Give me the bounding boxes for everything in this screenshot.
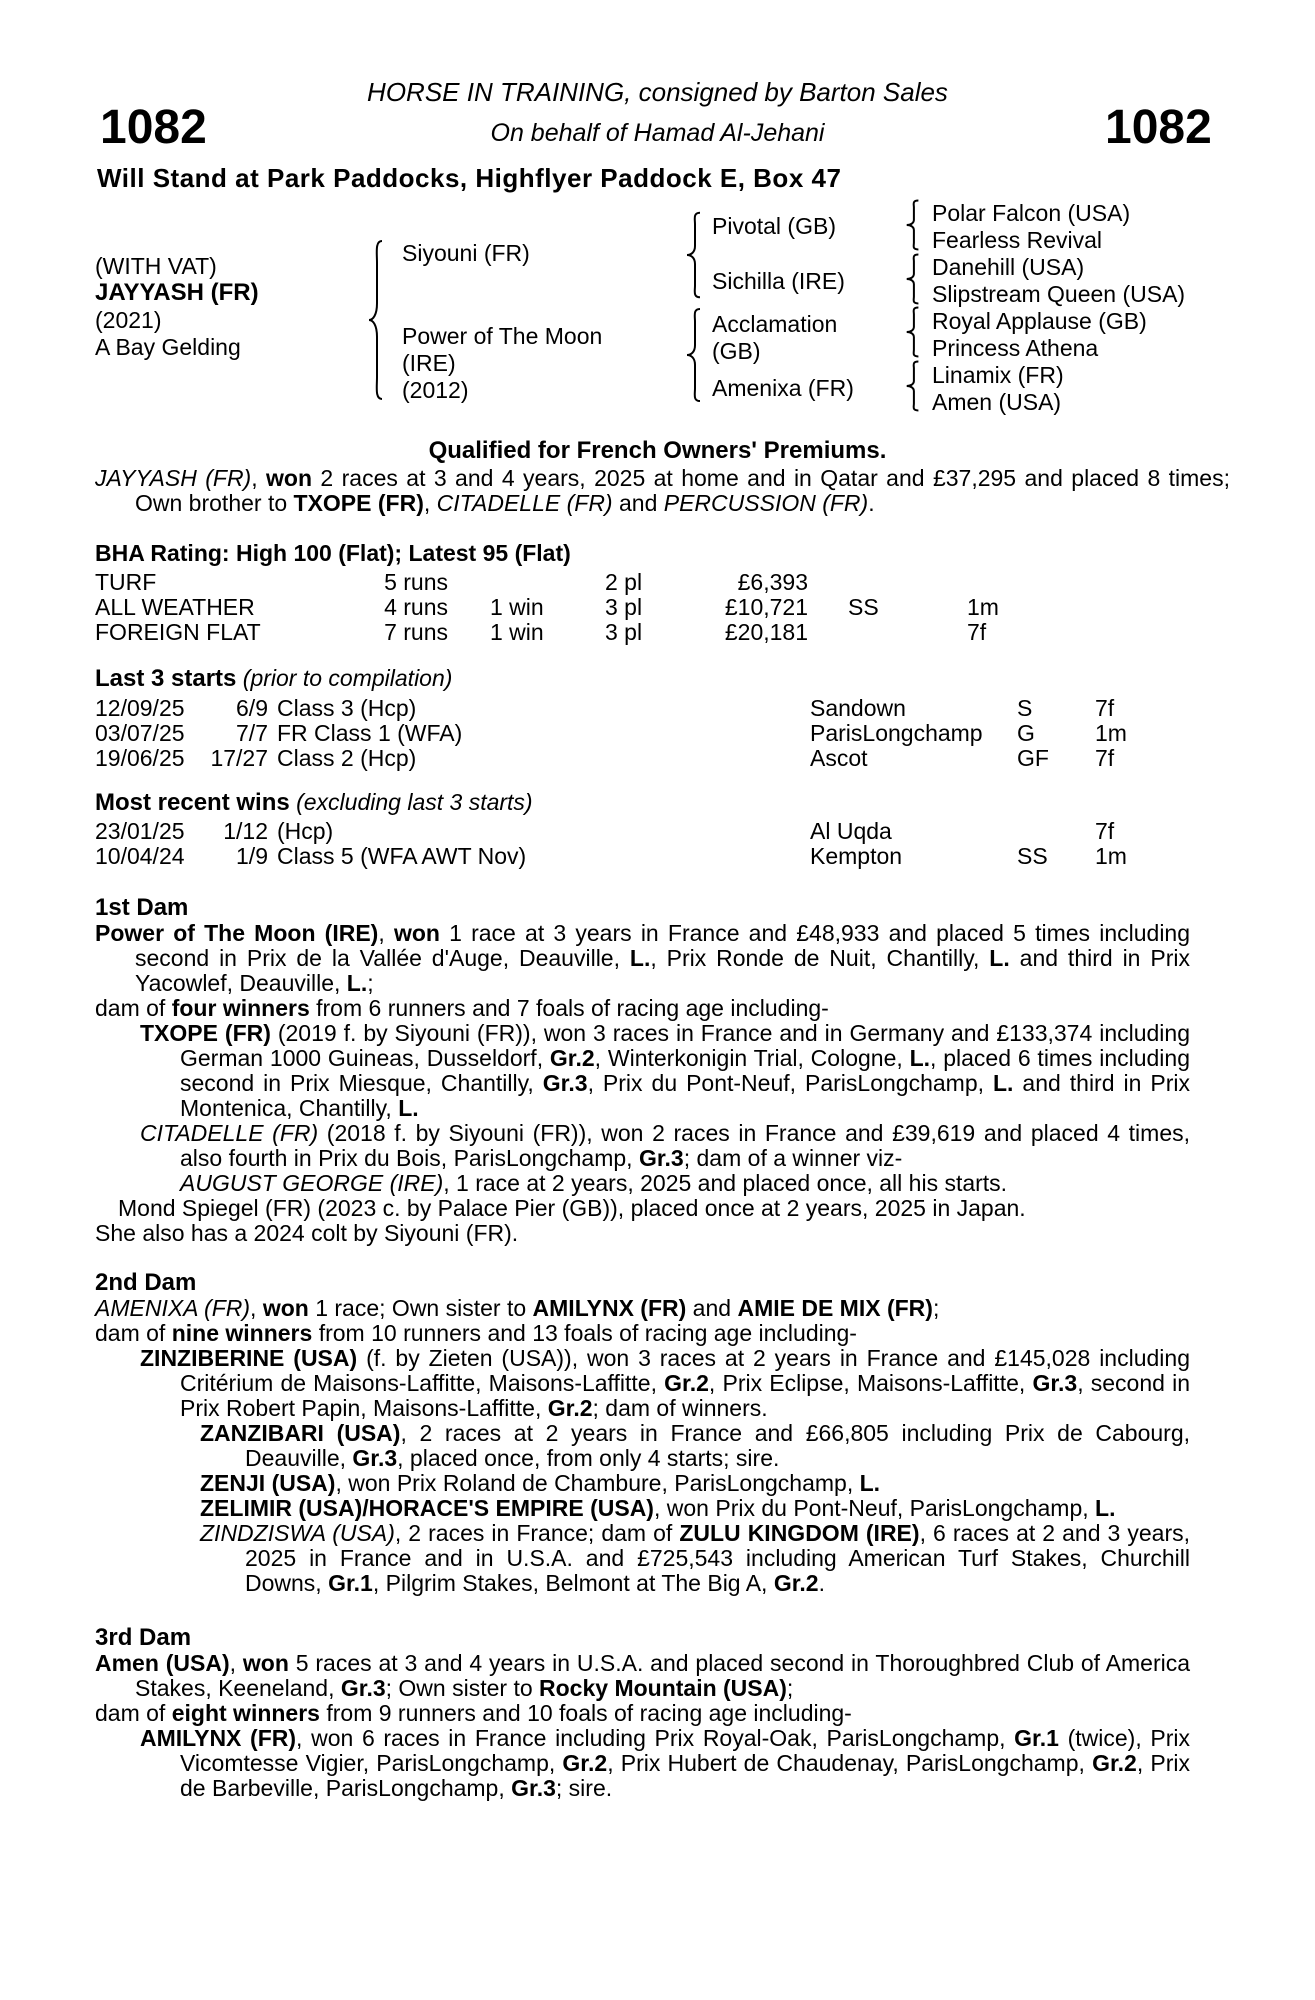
distance-value: 7f	[967, 619, 987, 645]
race-venue: ParisLongchamp	[810, 720, 983, 746]
offspring-entry: CITADELLE (FR) (2018 f. by Siyouni (FR)), won 2 races in France and £39,619 and placed 4 times, also fourth in Prix du Bois, ParisLongchamp, Gr.3; dam of a winner viz-	[140, 1120, 1191, 1171]
table-row	[95, 696, 1190, 721]
pedigree-brace	[904, 253, 922, 305]
third-dam-section	[95, 1651, 1190, 1801]
ancestor-name: Danehill (USA)	[932, 254, 1085, 280]
finish-position: 17/27	[210, 745, 268, 771]
stabling-line: Will Stand at Park Paddocks, Highflyer Paddock E, Box 47	[97, 163, 842, 193]
dam-record: AMENIXA (FR), won 1 race; Own sister to AMILYNX (FR) and AMIE DE MIX (FR);	[95, 1295, 940, 1321]
first-dam-heading: 1st Dam	[95, 894, 189, 921]
runs-value: 5 runs	[384, 569, 448, 595]
dam-suffix: (IRE)	[402, 350, 456, 376]
finish-position: 1/9	[236, 843, 268, 869]
places-value: 3 pl	[605, 594, 643, 620]
runs-value: 4 runs	[384, 594, 448, 620]
surface-label: FOREIGN FLAT	[95, 619, 261, 645]
table-row	[95, 595, 1190, 620]
pedigree-brace	[904, 360, 922, 412]
table-row	[95, 746, 1190, 771]
table-row	[95, 721, 1190, 746]
distance-value: 1m	[1095, 843, 1127, 869]
third-dam-heading: 3rd Dam	[95, 1624, 192, 1651]
finish-position: 6/9	[236, 695, 268, 721]
first-dam-section	[95, 921, 1190, 1246]
bha-rating-title: BHA Rating: High 100 (Flat); Latest 95 (Flat)	[95, 540, 571, 566]
race-class: Class 3 (Hcp)	[277, 695, 417, 721]
runs-value: 7 runs	[384, 619, 448, 645]
surface-label: ALL WEATHER	[95, 594, 255, 620]
offspring-entry: Mond Spiegel (FR) (2023 c. by Palace Pier (GB)), placed once at 2 years, 2025 in Japan.	[118, 1195, 1026, 1221]
sale-title: HORSE IN TRAINING, consigned by Barton Sales	[367, 77, 948, 107]
damsire-suffix: (GB)	[712, 338, 761, 364]
pedigree-brace	[366, 236, 386, 404]
premiums-line: Qualified for French Owners' Premiums.	[428, 437, 887, 464]
offspring-entry: ZANZIBARI (USA), 2 races at 2 years in France and £66,805 including Prix de Cabourg, Deauville, Gr.3, placed once, from only 4 starts; sire.	[200, 1420, 1190, 1471]
consignor-line: On behalf of Hamad Al-Jehani	[490, 119, 825, 147]
pedigree-brace	[904, 199, 922, 251]
distance-value: 1m	[1095, 720, 1127, 746]
produce-summary: dam of four winners from 6 runners and 7 foals of racing age including-	[95, 995, 829, 1021]
finish-position: 7/7	[236, 720, 268, 746]
second-dam-name: Amenixa (FR)	[712, 375, 854, 401]
race-venue: Al Uqda	[810, 818, 892, 844]
table-row	[95, 844, 1190, 869]
pedigree-brace	[684, 306, 704, 404]
produce-note: She also has a 2024 colt by Siyouni (FR).	[95, 1220, 519, 1246]
places-value: 3 pl	[605, 619, 643, 645]
ancestor-name: Linamix (FR)	[932, 362, 1064, 388]
earnings-value: £6,393	[737, 569, 808, 595]
table-row	[95, 819, 1190, 844]
last-starts-heading: Last 3 starts (prior to compilation)	[95, 665, 453, 692]
offspring-entry: ZELIMIR (USA)/HORACE'S EMPIRE (USA), won Prix du Pont-Neuf, ParisLongchamp, L.	[200, 1495, 1116, 1521]
race-class: Class 5 (WFA AWT Nov)	[277, 843, 527, 869]
sire-name: Siyouni (FR)	[402, 240, 530, 266]
places-value: 2 pl	[605, 569, 643, 595]
dam-record: Power of The Moon (IRE), won 1 race at 3 years in France and £48,933 and placed 5 times including second in Prix de la Vallée d'Auge, Deauville, L., Prix Ronde de Nuit, Chantilly, L. and third in Prix Yacowlef, Deauville, L.;	[95, 920, 1191, 996]
going-value: SS	[1017, 843, 1048, 869]
second-dam-heading: 2nd Dam	[95, 1269, 197, 1296]
dam-name: Power of The Moon	[402, 323, 603, 349]
horse-description: A Bay Gelding	[95, 334, 241, 360]
race-venue: Sandown	[810, 695, 906, 721]
distance-value: 7f	[1095, 695, 1115, 721]
pedigree-brace	[904, 306, 922, 358]
race-date: 10/04/24	[95, 843, 185, 869]
surface-label: TURF	[95, 569, 157, 595]
wins-value: 1 win	[490, 594, 544, 620]
ancestor-name: Royal Applause (GB)	[932, 308, 1147, 334]
second-dam-section	[95, 1296, 1190, 1596]
damsire-name: Acclamation	[712, 311, 838, 337]
offspring-entry: ZINZIBERINE (USA) (f. by Zieten (USA)), won 3 races at 2 years in France and £145,028 including Critérium de Maisons-Laffitte, Maisons-Laffitte, Gr.2, Prix Eclipse, Maisons-Laffitte, Gr.3, second in Prix Robert Papin, Maisons-Laffitte, Gr.2; dam of winners.	[140, 1345, 1190, 1421]
grandsire-name: Pivotal (GB)	[712, 213, 836, 239]
table-row	[95, 570, 1190, 595]
wins-value: 1 win	[490, 619, 544, 645]
earnings-value: £20,181	[724, 619, 808, 645]
race-venue: Ascot	[810, 745, 868, 771]
produce-summary: dam of eight winners from 9 runners and 10 foals of racing age including-	[95, 1700, 852, 1726]
offspring-entry: TXOPE (FR) (2019 f. by Siyouni (FR)), won 3 races in France and in Germany and £133,374 including German 1000 Guineas, Dusseldorf, Gr.2, Winterkonigin Trial, Cologne, L., placed 6 times including second in Prix Miesque, Chantilly, Gr.3, Prix du Pont-Neuf, ParisLongchamp, L. and third in Prix Montenica, Chantilly, L.	[140, 1020, 1190, 1121]
pedigree-brace	[684, 210, 704, 300]
vat-note: (WITH VAT)	[95, 253, 217, 279]
horse-name: JAYYASH (FR)	[95, 279, 259, 306]
offspring-entry: ZENJI (USA), won Prix Roland de Chambure, ParisLongchamp, L.	[200, 1470, 881, 1496]
race-date: 03/07/25	[95, 720, 185, 746]
granddam-name: Sichilla (IRE)	[712, 268, 845, 294]
distance-value: 1m	[967, 594, 999, 620]
offspring-entry: AMILYNX (FR), won 6 races in France including Prix Royal-Oak, ParisLongchamp, Gr.1 (twice), Prix Vicomtesse Vigier, ParisLongchamp, Gr.2, Prix Hubert de Chaudenay, ParisLongchamp, Gr.2, Prix de Barbeville, ParisLongchamp, Gr.3; sire.	[140, 1725, 1190, 1801]
offspring-entry: ZINDZISWA (USA), 2 races in France; dam of ZULU KINGDOM (IRE), 6 races at 2 and 3 years, 2025 in France and in U.S.A. and £725,543 including American Turf Stakes, Churchill Downs, Gr.1, Pilgrim Stakes, Belmont at The Big A, Gr.2.	[200, 1520, 1190, 1596]
distance-value: 7f	[1095, 745, 1115, 771]
race-venue: Kempton	[810, 843, 903, 869]
recent-wins-heading: Most recent wins (excluding last 3 starts)	[95, 789, 533, 816]
race-date: 12/09/25	[95, 695, 185, 721]
ancestor-name: Polar Falcon (USA)	[932, 200, 1131, 226]
ancestor-name: Amen (USA)	[932, 389, 1062, 415]
lot-number-right: 1082	[1105, 101, 1212, 154]
going-value: GF	[1017, 745, 1049, 771]
earnings-value: £10,721	[724, 594, 808, 620]
finish-position: 1/12	[223, 818, 268, 844]
ancestor-name: Fearless Revival	[932, 227, 1102, 253]
offspring-entry: AUGUST GEORGE (IRE), 1 race at 2 years, 2025 and placed once, all his starts.	[180, 1170, 1008, 1196]
race-summary: JAYYASH (FR), won 2 races at 3 and 4 years, 2025 at home and in Qatar and £37,295 and placed 8 times; Own brother to TXOPE (FR), CITADELLE (FR) and PERCUSSION (FR).	[95, 465, 1230, 516]
race-class: Class 2 (Hcp)	[277, 745, 417, 771]
race-class: (Hcp)	[277, 818, 334, 844]
race-date: 23/01/25	[95, 818, 185, 844]
dam-record: Amen (USA), won 5 races at 3 and 4 years in U.S.A. and placed second in Thoroughbred Club of America Stakes, Keeneland, Gr.3; Own sister to Rocky Mountain (USA);	[95, 1650, 1191, 1701]
ancestor-name: Slipstream Queen (USA)	[932, 281, 1186, 307]
foaling-year: (2021)	[95, 307, 162, 333]
dam-year: (2012)	[402, 377, 469, 403]
distance-value: 7f	[1095, 818, 1115, 844]
race-date: 19/06/25	[95, 745, 185, 771]
produce-summary: dam of nine winners from 10 runners and 13 foals of racing age including-	[95, 1320, 857, 1346]
going-value: SS	[848, 594, 879, 620]
race-class: FR Class 1 (WFA)	[277, 720, 463, 746]
table-row	[95, 620, 1190, 645]
lot-number-left: 1082	[100, 101, 207, 154]
ancestor-name: Princess Athena	[932, 335, 1099, 361]
going-value: G	[1017, 720, 1035, 746]
going-value: S	[1017, 695, 1033, 721]
